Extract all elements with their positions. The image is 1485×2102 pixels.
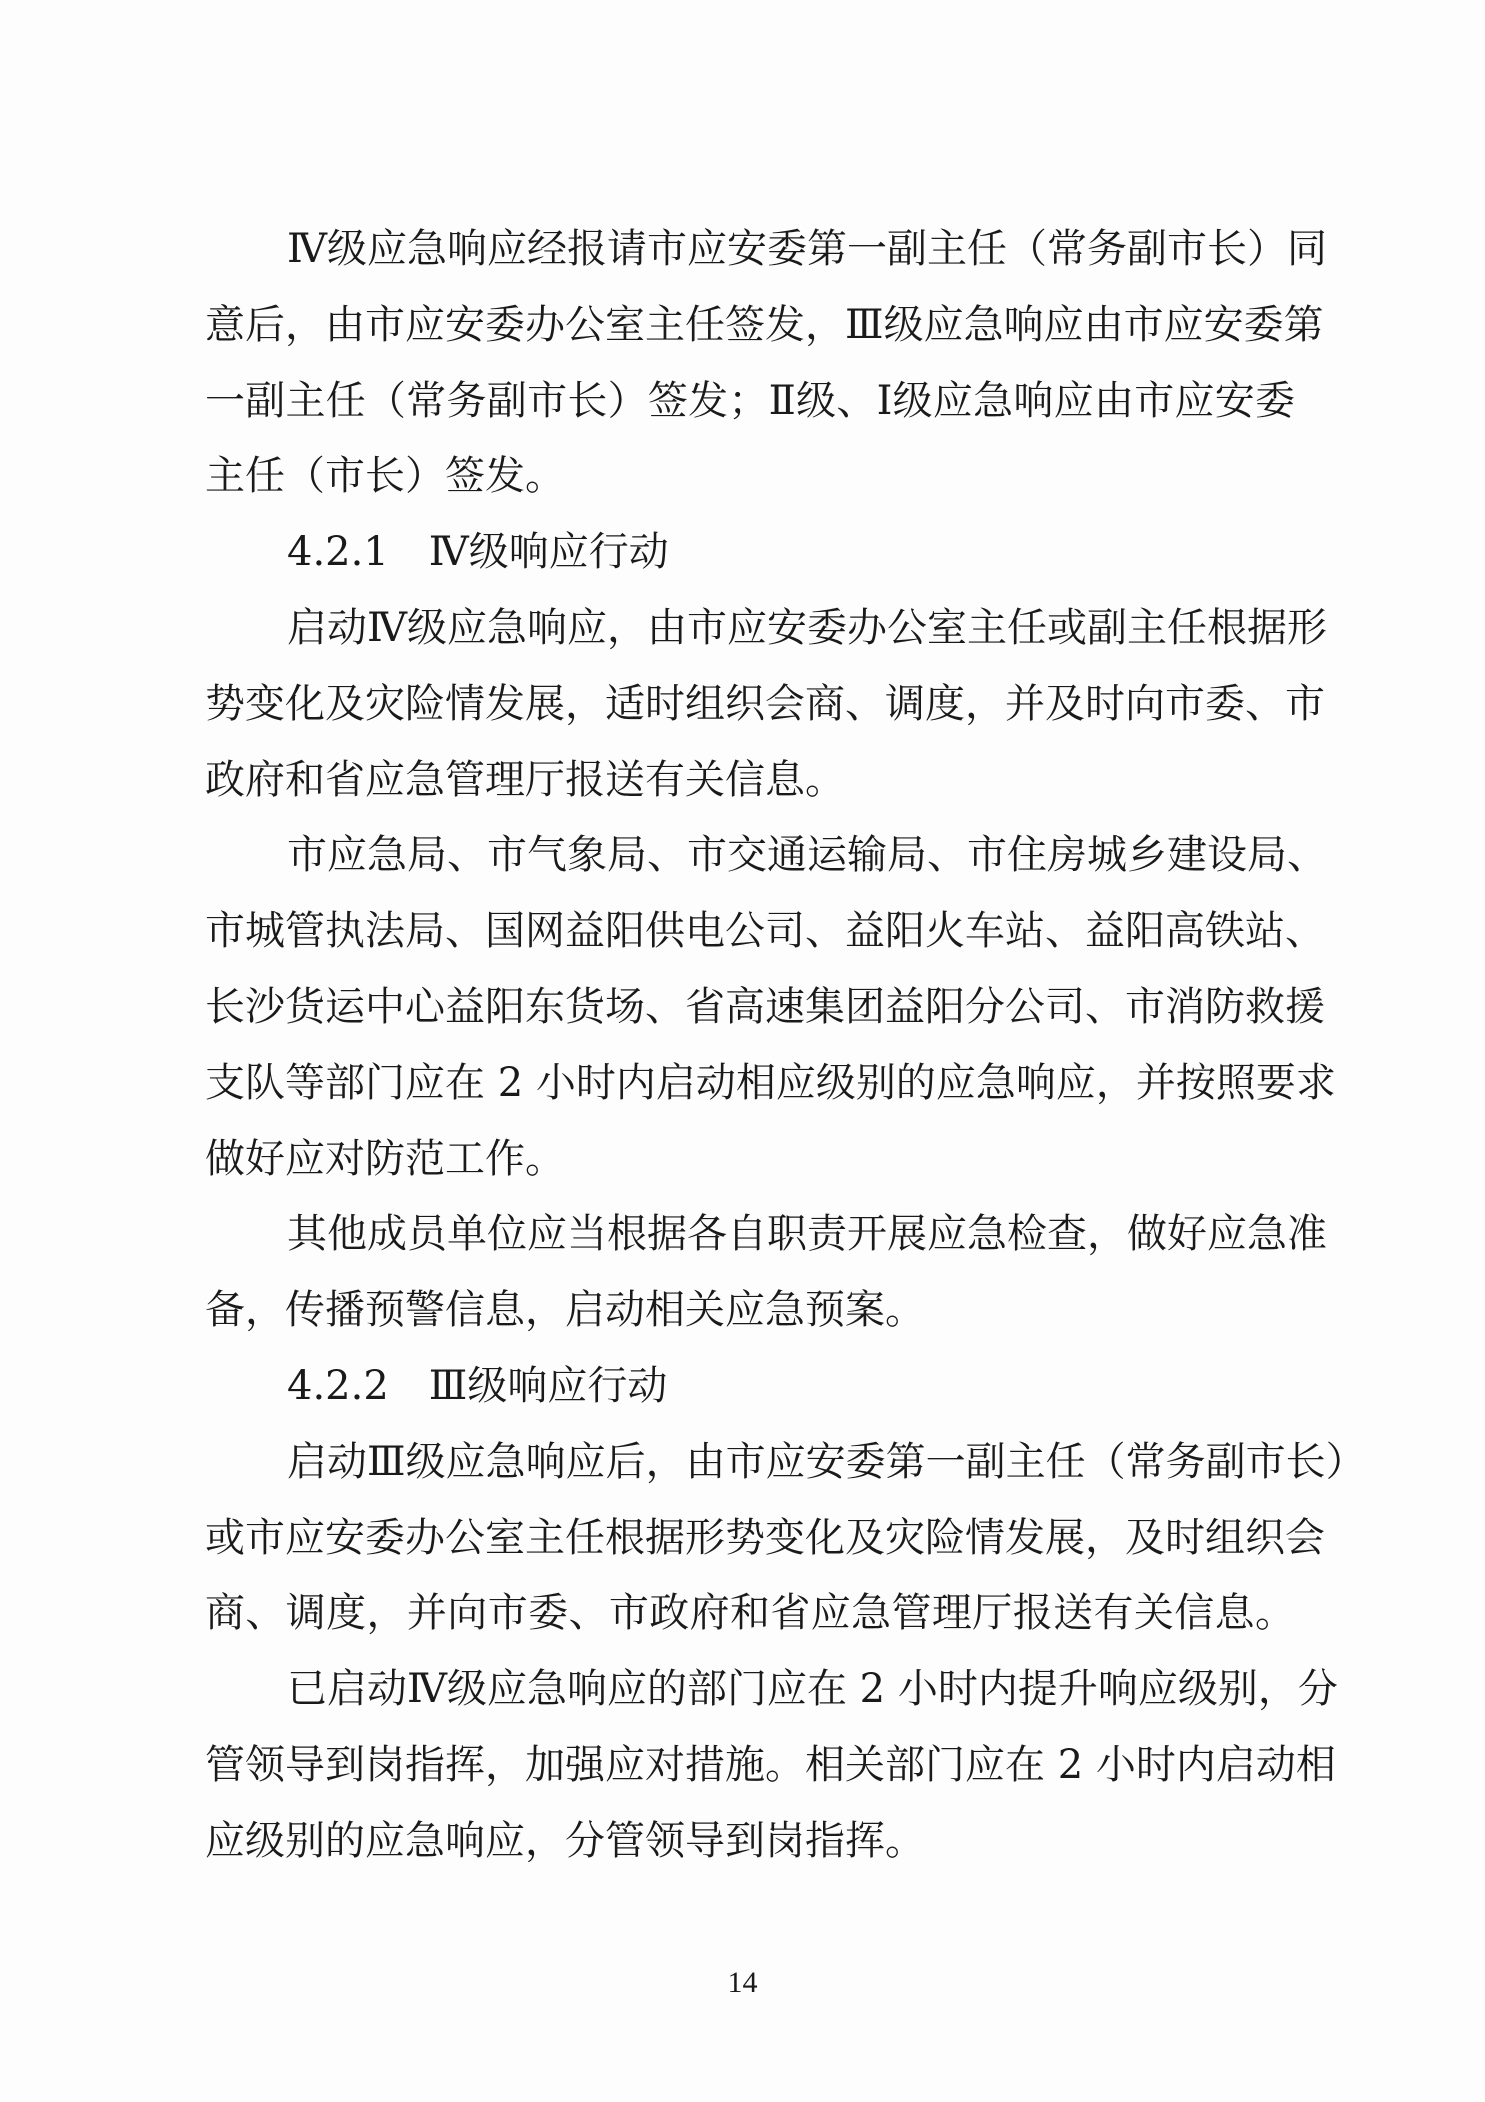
text-line: 市应急局、市气象局、市交通运输局、市住房城乡建设局、 (287, 832, 1327, 879)
text-line: 商、调度，并向市委、市政府和省应急管理厅报送有关信息。 (205, 1590, 1295, 1637)
text-line: 管领导到岗指挥，加强应对措施。相关部门应在 2 小时内启动相 (205, 1742, 1336, 1788)
text-line: 备，传播预警信息，启动相关应急预案。 (205, 1287, 925, 1334)
section-heading: 4.2.2 Ⅲ级响应行动 (287, 1363, 668, 1409)
text-line: 启动Ⅲ级应急响应后，由市应安委第一副主任（常务副市长） (287, 1438, 1366, 1485)
text-line: 一副主任（常务副市长）签发；Ⅱ级、Ⅰ级应急响应由市应安委 (205, 377, 1295, 424)
text-line: Ⅳ级应急响应经报请市应安委第一副主任（常务副市长）同 (287, 226, 1327, 272)
text-line: 市城管执法局、国网益阳供电公司、益阳火车站、益阳高铁站、 (205, 908, 1325, 955)
text-line: 支队等部门应在 2 小时内启动相应级别的应急响应，并按照要求 (205, 1059, 1336, 1106)
text-line: 主任（市长）签发。 (205, 453, 565, 500)
text-line: 已启动Ⅳ级应急响应的部门应在 2 小时内提升响应级别，分 (287, 1666, 1338, 1713)
text-line: 启动Ⅳ级应急响应，由市应安委办公室主任或副主任根据形 (287, 605, 1327, 651)
text-line: 应级别的应急响应，分管领导到岗指挥。 (205, 1817, 925, 1864)
page-number: 14 (727, 1966, 758, 1999)
text-line: 或市应安委办公室主任根据形势变化及灾险情发展，及时组织会 (205, 1514, 1325, 1561)
text-line: 意后，由市应安委办公室主任签发，Ⅲ级应急响应由市应安委第 (205, 301, 1324, 348)
section-heading: 4.2.1 Ⅳ级响应行动 (287, 529, 669, 576)
text-line: 势变化及灾险情发展，适时组织会商、调度，并及时向市委、市 (205, 680, 1325, 727)
text-line: 做好应对防范工作。 (205, 1135, 565, 1182)
text-line: 其他成员单位应当根据各自职责开展应急检查，做好应急准 (287, 1211, 1327, 1258)
text-line: 政府和省应急管理厅报送有关信息。 (205, 756, 845, 803)
text-line: 长沙货运中心益阳东货场、省高速集团益阳分公司、市消防救援 (205, 984, 1325, 1030)
